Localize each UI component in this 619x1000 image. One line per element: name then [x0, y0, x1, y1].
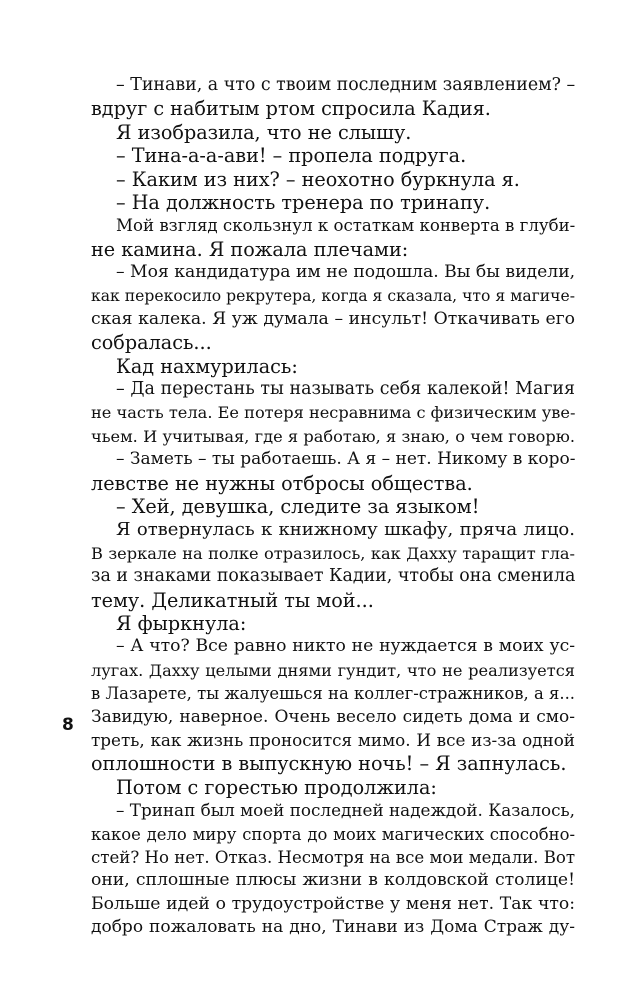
- text-line: тему. Деликатный ты мой...: [91, 588, 374, 612]
- text-line: оплошности в выпускную ночь! – Я запнулась.: [91, 752, 567, 776]
- text-line: не часть тела. Ее потеря несравнима с физическим уве-: [91, 403, 575, 423]
- text-line: – Хей, девушка, следите за языком!: [116, 495, 480, 519]
- text-line: лугах. Дахху целыми днями гундит, что не реализуется: [91, 660, 575, 680]
- text-line: Я изобразила, что не слышу.: [116, 120, 412, 144]
- text-line: Я отвернулась к книжному шкафу, пряча лицо.: [116, 519, 575, 541]
- text-line: в Лазарете, ты жалуешься на коллег-стражников, а я...: [91, 684, 575, 704]
- text-line: Кад нахмурилась:: [116, 354, 298, 378]
- text-line: – Моя кандидатура им не подошла. Вы бы видели,: [116, 262, 575, 283]
- text-line: чьем. И учитывая, где я работаю, я знаю, о чем говорю.: [91, 426, 575, 446]
- text-line: – Да перестань ты называть себя калекой! Магия: [116, 379, 575, 400]
- text-line: В зеркале на полке отразилось, как Дахху таращит гла-: [91, 543, 575, 563]
- text-line: какое дело миру спорта до моих магических способно-: [91, 824, 575, 844]
- text-line: – Каким из них? – неохотно буркнула я.: [116, 167, 520, 191]
- text-line: как перекосило рекрутера, когда я сказала, что я магиче-: [91, 286, 575, 305]
- text-line: собралась...: [91, 331, 212, 355]
- page-number: 8: [62, 715, 74, 735]
- text-line: левстве не нужны отбросы общества.: [91, 471, 473, 495]
- text-line: Потом с горестью продолжила:: [116, 775, 437, 799]
- text-line: – Тринап был моей последней надеждой. Казалось,: [116, 800, 575, 821]
- text-line: они, сплошные плюсы жизни в колдовской столице!: [91, 870, 575, 891]
- text-line: Завидую, наверное. Очень весело сидеть дома и смо-: [91, 706, 575, 727]
- text-line: – Тина-а-а-ави! – пропела подруга.: [116, 144, 467, 168]
- text-line: не камина. Я пожала плечами:: [91, 237, 409, 261]
- text-line: стей? Но нет. Отказ. Несмотря на все мои медали. Вот: [91, 847, 575, 867]
- text-line: Больше идей о трудоустройстве у меня нет. Так что:: [91, 893, 575, 914]
- text-line: за и знаками показывает Кадии, чтобы она сменила: [91, 566, 575, 587]
- body-text: [91, 74, 575, 939]
- text-line: ская калека. Я уж думала – инсульт! Откачивать его: [91, 308, 575, 329]
- text-line: добро пожаловать на дно, Тинави из Дома Страж ду-: [91, 917, 575, 938]
- text-line: вдруг с набитым ртом спросила Кадия.: [91, 97, 491, 121]
- text-line: – Заметь – ты работаешь. А я – нет. Никому в коро-: [116, 449, 575, 470]
- text-line: Мой взгляд скользнул к остаткам конверта в глуби-: [116, 216, 575, 236]
- text-line: – А что? Все равно никто не нуждается в моих ус-: [116, 636, 575, 657]
- text-line: – На должность тренера по тринапу.: [116, 190, 491, 214]
- text-line: Я фыркнула:: [116, 611, 247, 635]
- text-line: треть, как жизнь проносится мимо. И все из-за одной: [91, 729, 575, 750]
- text-line: – Тинави, а что с твоим последним заявлением? –: [116, 75, 575, 95]
